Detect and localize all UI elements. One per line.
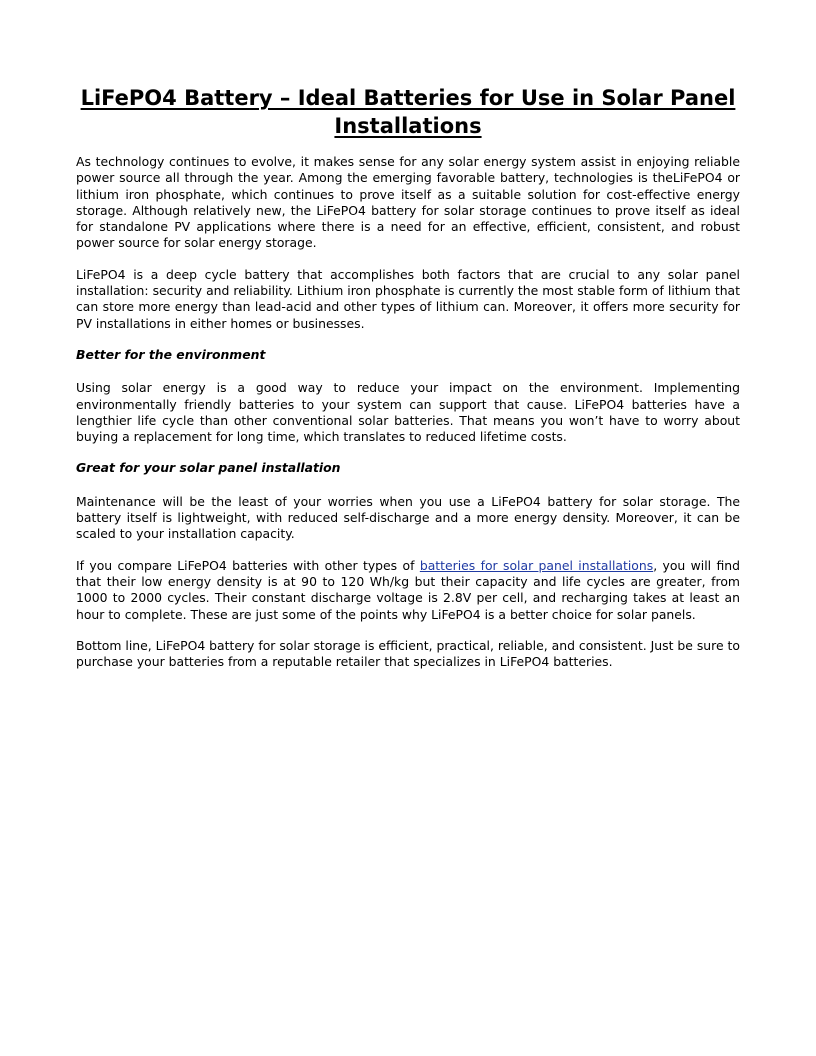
comparison-paragraph bbox=[76, 558, 740, 623]
lifepo4-overview-paragraph: LiFePO4 is a deep cycle battery that accomplishes both factors that are crucial to any solar panel installation: security and reliability. Lithium iron phosphate is currently the most stable form of lithium that can store more energy than lead-acid and other types of lithium can. Moreover, it offers more security for PV installations in either homes or businesses. bbox=[76, 266, 740, 331]
maintenance-paragraph: Maintenance will be the least of your worries when you use a LiFePO4 battery for solar storage. The battery itself is lightweight, with reduced self-discharge and a more energy density. Moreover, it can be scaled to your installation capacity. bbox=[76, 493, 740, 542]
intro-paragraph: As technology continues to evolve, it makes sense for any solar energy system assist in enjoying reliable power source all through the year. Among the emerging favorable battery, technologies is theLiFePO4 or lithium iron phosphate, which continues to prove itself as a suitable solution for cost-effective energy storage. Although relatively new, the LiFePO4 battery for solar storage continues to prove itself as ideal for standalone PV applications where there is a need for an effective, efficient, consistent, and robust power source for solar energy storage. bbox=[76, 154, 740, 251]
comparison-text-start: If you compare LiFePO4 batteries with other types of bbox=[76, 557, 420, 573]
installation-heading: Great for your solar panel installation bbox=[76, 460, 341, 476]
page-title: LiFePO4 Battery – Ideal Batteries for Use in Solar Panel Installations bbox=[80, 86, 736, 138]
environment-heading: Better for the environment bbox=[76, 346, 266, 362]
comparison-text-end: , you will find that their low energy density is at 90 to 120 Wh/kg but their capacity and life cycles are greater, from 1000 to 2000 cycles. Their constant discharge voltage is 2.8V per cell, and recharging takes at least an hour to complete. These are just some of the points why LiFePO4 is a better choice for solar panels. bbox=[76, 557, 740, 622]
bottom-line-paragraph: Bottom line, LiFePO4 battery for solar storage is efficient, practical, reliable, and consistent. Just be sure to purchase your batteries from a reputable retailer that specializes in LiFePO4 batteries. bbox=[76, 637, 740, 670]
solar-batteries-link[interactable]: batteries for solar panel installations bbox=[419, 557, 654, 573]
environment-paragraph: Using solar energy is a good way to reduce your impact on the environment. Implementing environmentally friendly batteries to your system can support that cause. LiFePO4 batteries have a lengthier life cycle than other conventional solar batteries. That means you won’t have to worry about buying a replacement for long time, which translates to reduced lifetime costs. bbox=[76, 380, 740, 445]
document-page bbox=[76, 84, 740, 685]
